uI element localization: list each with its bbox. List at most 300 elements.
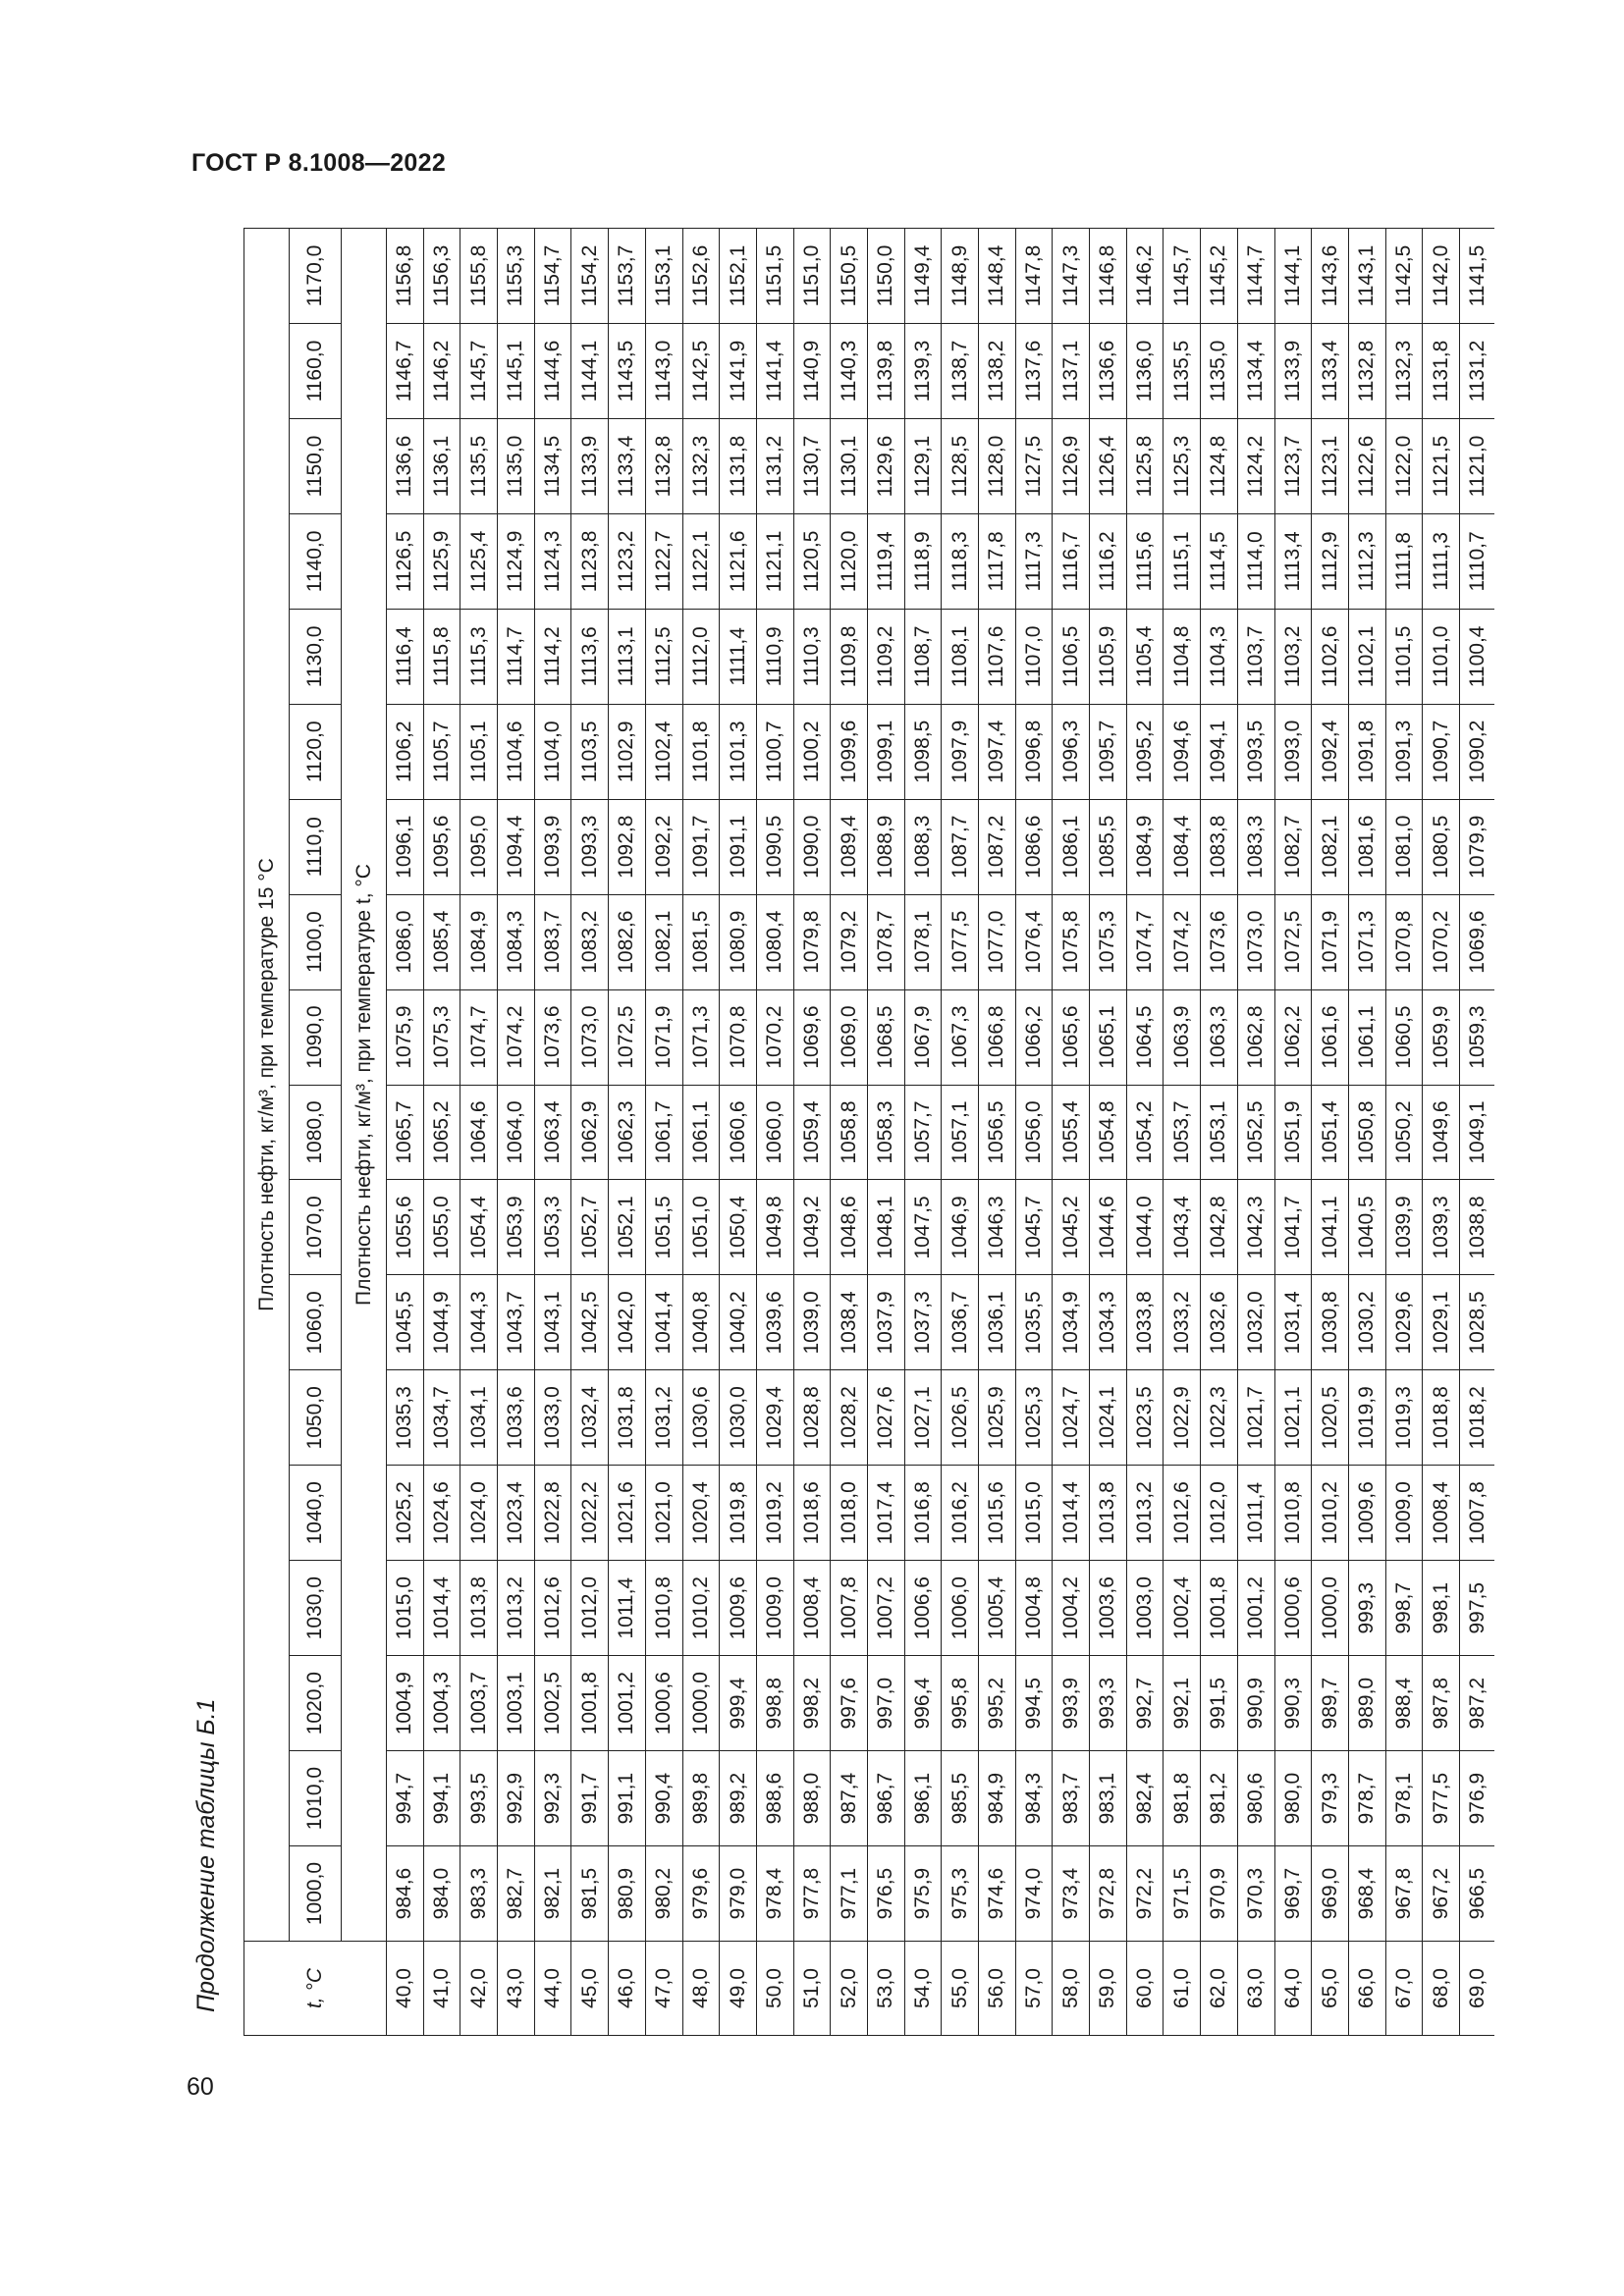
density-cell: 1087,7	[942, 799, 979, 894]
density-cell: 1009,6	[720, 1561, 757, 1656]
table-row	[831, 229, 868, 2036]
table-row	[1164, 229, 1201, 2036]
density-cell: 1004,2	[1053, 1561, 1090, 1656]
density-cell: 1084,3	[498, 894, 535, 989]
density-cell: 1102,6	[1312, 609, 1349, 704]
density-cell: 1013,8	[460, 1561, 498, 1656]
density-cell: 1131,2	[1459, 324, 1494, 419]
density-cell: 1020,5	[1312, 1370, 1349, 1466]
density-cell: 1116,2	[1090, 513, 1127, 609]
density-cell: 1048,6	[831, 1180, 868, 1275]
density-cell: 1096,1	[387, 799, 424, 894]
temperature-cell: 55,0	[942, 1942, 979, 2036]
density-cell: 1142,5	[682, 324, 720, 419]
density-cell: 984,3	[1015, 1751, 1053, 1846]
density-cell: 1134,4	[1237, 324, 1274, 419]
density-cell: 1036,1	[979, 1275, 1016, 1370]
density-cell: 1091,8	[1348, 704, 1385, 799]
density-cell: 1097,9	[942, 704, 979, 799]
density-cell: 970,3	[1237, 1846, 1274, 1942]
density-cell: 987,8	[1423, 1656, 1460, 1751]
density-cell: 1063,3	[1201, 989, 1238, 1085]
density-cell: 1101,8	[682, 704, 720, 799]
density-cell: 1063,9	[1164, 989, 1201, 1085]
temperature-cell: 57,0	[1015, 1942, 1053, 2036]
density-cell: 1039,6	[756, 1275, 793, 1370]
density-cell: 1138,2	[979, 324, 1016, 419]
density-cell: 1109,2	[867, 609, 904, 704]
table-row	[1201, 229, 1238, 2036]
density-cell: 1025,3	[1015, 1370, 1053, 1466]
density-cell: 1141,5	[1459, 229, 1494, 324]
density-cell: 1073,0	[1237, 894, 1274, 989]
density-cell: 1122,0	[1385, 419, 1423, 514]
density-cell: 1003,6	[1090, 1561, 1127, 1656]
density-cell: 1139,3	[904, 324, 942, 419]
density-cell: 1128,0	[979, 419, 1016, 514]
density-cell: 1091,7	[682, 799, 720, 894]
density-cell: 967,8	[1385, 1846, 1423, 1942]
density-cell: 1015,6	[979, 1466, 1016, 1561]
density-column-header: 1040,0	[290, 1466, 342, 1561]
density-cell: 1023,5	[1126, 1370, 1164, 1466]
density-cell: 992,3	[534, 1751, 571, 1846]
density-cell: 1145,1	[498, 324, 535, 419]
density-cell: 1115,6	[1126, 513, 1164, 609]
density-cell: 1147,3	[1053, 229, 1090, 324]
density-cell: 1031,4	[1274, 1275, 1312, 1370]
density-cell: 1052,7	[571, 1180, 609, 1275]
density-cell: 1094,4	[498, 799, 535, 894]
density-cell: 1143,0	[645, 324, 682, 419]
table-continuation-label: Продолжение таблицы Б.1	[192, 1698, 220, 2012]
table-row	[645, 229, 682, 2036]
density-cell: 1028,2	[831, 1370, 868, 1466]
density-cell: 1145,7	[460, 324, 498, 419]
table-row	[720, 229, 757, 2036]
density-cell: 1085,4	[423, 894, 460, 989]
table-row	[1459, 229, 1494, 2036]
density-cell: 1096,3	[1053, 704, 1090, 799]
density-cell: 1144,7	[1237, 229, 1274, 324]
density-cell: 989,2	[720, 1751, 757, 1846]
density-cell: 1074,7	[460, 989, 498, 1085]
density-cell: 1066,2	[1015, 989, 1053, 1085]
density-column-header: 1160,0	[290, 324, 342, 419]
density-cell: 1114,0	[1237, 513, 1274, 609]
density-cell: 1046,3	[979, 1180, 1016, 1275]
density-cell: 1108,1	[942, 609, 979, 704]
density-cell: 1087,2	[979, 799, 1016, 894]
density-cell: 1141,4	[756, 324, 793, 419]
density-cell: 1070,8	[1385, 894, 1423, 989]
density-cell: 1101,5	[1385, 609, 1423, 704]
density-cell: 1111,8	[1385, 513, 1423, 609]
density-cell: 1009,0	[1385, 1466, 1423, 1561]
density-cell: 1032,0	[1237, 1275, 1274, 1370]
density-cell: 1134,5	[534, 419, 571, 514]
density-cell: 1052,5	[1237, 1085, 1274, 1180]
density-cell: 1074,2	[1164, 894, 1201, 989]
density-table-frame	[244, 228, 1494, 2036]
density-cell: 1095,6	[423, 799, 460, 894]
density-cell: 1000,0	[682, 1656, 720, 1751]
table-row	[423, 229, 460, 2036]
density-cell: 975,3	[942, 1846, 979, 1942]
density-cell: 967,2	[1423, 1846, 1460, 1942]
density-cell: 1104,0	[534, 704, 571, 799]
density-cell: 1035,5	[1015, 1275, 1053, 1370]
density-cell: 1094,1	[1201, 704, 1238, 799]
density-cell: 1102,9	[609, 704, 646, 799]
density-cell: 1000,0	[1312, 1561, 1349, 1656]
density-cell: 1061,7	[645, 1085, 682, 1180]
density-cell: 979,0	[720, 1846, 757, 1942]
density-cell: 1150,0	[867, 229, 904, 324]
density-cell: 1081,0	[1385, 799, 1423, 894]
density-cell: 1009,6	[1348, 1466, 1385, 1561]
density-cell: 1082,6	[609, 894, 646, 989]
density-cell: 1080,9	[720, 894, 757, 989]
density-cell: 1049,1	[1459, 1085, 1494, 1180]
density-cell: 995,8	[942, 1656, 979, 1751]
temperature-cell: 52,0	[831, 1942, 868, 2036]
density-cell: 1103,7	[1237, 609, 1274, 704]
density-cell: 1000,6	[645, 1656, 682, 1751]
density-cell: 1064,6	[460, 1085, 498, 1180]
density-cell: 1103,2	[1274, 609, 1312, 704]
density-cell: 991,1	[609, 1751, 646, 1846]
density-cell: 1057,1	[942, 1085, 979, 1180]
density-cell: 1152,6	[682, 229, 720, 324]
temperature-cell: 48,0	[682, 1942, 720, 2036]
table-row	[460, 229, 498, 2036]
density-cell: 999,3	[1348, 1561, 1385, 1656]
density-cell: 986,7	[867, 1751, 904, 1846]
density-cell: 1122,6	[1348, 419, 1385, 514]
temperature-cell: 50,0	[756, 1942, 793, 2036]
density-cell: 1043,1	[534, 1275, 571, 1370]
density-cell: 1065,7	[387, 1085, 424, 1180]
density-cell: 993,3	[1090, 1656, 1127, 1751]
density-cell: 1073,0	[571, 989, 609, 1085]
density-cell: 1119,4	[867, 513, 904, 609]
density-cell: 1060,5	[1385, 989, 1423, 1085]
density-cell: 1041,4	[645, 1275, 682, 1370]
density-cell: 1070,8	[720, 989, 757, 1085]
density-cell: 1002,4	[1164, 1561, 1201, 1656]
temperature-cell: 66,0	[1348, 1942, 1385, 2036]
density-cell: 1054,2	[1126, 1085, 1164, 1180]
density-cell: 1107,0	[1015, 609, 1053, 704]
density-cell: 1071,9	[645, 989, 682, 1085]
table-row	[1015, 229, 1053, 2036]
density-cell: 994,7	[387, 1751, 424, 1846]
density-cell: 1029,1	[1423, 1275, 1460, 1370]
density-cell: 1072,5	[1274, 894, 1312, 989]
table-row	[1126, 229, 1164, 2036]
density-cell: 978,1	[1385, 1751, 1423, 1846]
density-cell: 969,7	[1274, 1846, 1312, 1942]
density-cell: 972,2	[1126, 1846, 1164, 1942]
density-cell: 1012,6	[534, 1561, 571, 1656]
density-cell: 1071,3	[682, 989, 720, 1085]
density-cell: 987,4	[831, 1751, 868, 1846]
density-cell: 1096,8	[1015, 704, 1053, 799]
density-cell: 1001,8	[1201, 1561, 1238, 1656]
density-cell: 1121,6	[720, 513, 757, 609]
density-cell: 981,8	[1164, 1751, 1201, 1846]
density-cell: 1053,7	[1164, 1085, 1201, 1180]
density-cell: 1041,1	[1312, 1180, 1349, 1275]
density-cell: 1138,7	[942, 324, 979, 419]
table-row	[756, 229, 793, 2036]
density-cell: 966,5	[1459, 1846, 1494, 1942]
density-cell: 1058,3	[867, 1085, 904, 1180]
density-cell: 1144,6	[534, 324, 571, 419]
density-cell: 1154,2	[571, 229, 609, 324]
density-cell: 1065,1	[1090, 989, 1127, 1085]
density-cell: 1073,6	[534, 989, 571, 1085]
density-cell: 1125,4	[460, 513, 498, 609]
density-cell: 1058,8	[831, 1085, 868, 1180]
temperature-cell: 56,0	[979, 1942, 1016, 2036]
density-cell: 1125,8	[1126, 419, 1164, 514]
density-cell: 1030,8	[1312, 1275, 1349, 1370]
density-cell: 978,4	[756, 1846, 793, 1942]
density-cell: 1043,4	[1164, 1180, 1201, 1275]
density-cell: 1039,0	[793, 1275, 831, 1370]
density-cell: 1010,8	[1274, 1466, 1312, 1561]
density-column-header: 1070,0	[290, 1180, 342, 1275]
density-cell: 1014,4	[1053, 1466, 1090, 1561]
density-cell: 1039,3	[1423, 1180, 1460, 1275]
density-cell: 1153,7	[609, 229, 646, 324]
density-cell: 1145,7	[1164, 229, 1201, 324]
density-cell: 1001,2	[609, 1656, 646, 1751]
temperature-cell: 43,0	[498, 1942, 535, 2036]
density-cell: 1125,9	[423, 513, 460, 609]
density-column-header: 1110,0	[290, 799, 342, 894]
density-cell: 1003,1	[498, 1656, 535, 1751]
density-cell: 973,4	[1053, 1846, 1090, 1942]
density-cell: 1029,6	[1385, 1275, 1423, 1370]
table-row	[1090, 229, 1127, 2036]
density-cell: 1019,3	[1385, 1370, 1423, 1466]
density-cell: 1093,0	[1274, 704, 1312, 799]
density-cell: 1024,7	[1053, 1370, 1090, 1466]
density-cell: 1090,7	[1423, 704, 1460, 799]
density-cell: 978,7	[1348, 1751, 1385, 1846]
density-cell: 1028,5	[1459, 1275, 1494, 1370]
density-cell: 1086,1	[1053, 799, 1090, 894]
density-cell: 1099,1	[867, 704, 904, 799]
density-cell: 1144,1	[1274, 229, 1312, 324]
density-cell: 1012,0	[1201, 1466, 1238, 1561]
density-cell: 994,5	[1015, 1656, 1053, 1751]
temperature-cell: 62,0	[1201, 1942, 1238, 2036]
density-cell: 976,9	[1459, 1751, 1494, 1846]
density-column-header: 1130,0	[290, 609, 342, 704]
density-cell: 1109,8	[831, 609, 868, 704]
density-cell: 1004,8	[1015, 1561, 1053, 1656]
density-cell: 1061,1	[682, 1085, 720, 1180]
density-cell: 1049,8	[756, 1180, 793, 1275]
density-cell: 1097,4	[979, 704, 1016, 799]
density-cell: 1053,9	[498, 1180, 535, 1275]
density-cell: 1006,6	[904, 1561, 942, 1656]
density-cell: 993,9	[1053, 1656, 1090, 1751]
density-cell: 1053,1	[1201, 1085, 1238, 1180]
density-cell: 1086,0	[387, 894, 424, 989]
density-cell: 982,1	[534, 1846, 571, 1942]
density-cell: 1121,0	[1459, 419, 1494, 514]
density-cell: 1115,1	[1164, 513, 1201, 609]
density-cell: 970,9	[1201, 1846, 1238, 1942]
density-cell: 1065,6	[1053, 989, 1090, 1085]
density-cell: 1135,5	[460, 419, 498, 514]
density-cell: 1069,6	[1459, 894, 1494, 989]
density-cell: 1027,6	[867, 1370, 904, 1466]
density-cell: 1076,4	[1015, 894, 1053, 989]
density-cell: 974,0	[1015, 1846, 1053, 1942]
density-cell: 1123,7	[1274, 419, 1312, 514]
density-cell: 1105,9	[1090, 609, 1127, 704]
temperature-cell: 67,0	[1385, 1942, 1423, 2036]
density-cell: 968,4	[1348, 1846, 1385, 1942]
density-cell: 1068,5	[867, 989, 904, 1085]
density-cell: 1077,5	[942, 894, 979, 989]
density-cell: 1125,3	[1164, 419, 1201, 514]
density-cell: 1089,4	[831, 799, 868, 894]
table-row	[979, 229, 1016, 2036]
density-cell: 1029,4	[756, 1370, 793, 1466]
temperature-cell: 68,0	[1423, 1942, 1460, 2036]
density-column-header: 1090,0	[290, 989, 342, 1085]
density-cell: 1042,5	[571, 1275, 609, 1370]
density-cell: 1070,2	[1423, 894, 1460, 989]
density-cell: 1011,4	[609, 1561, 646, 1656]
density-cell: 1003,0	[1126, 1561, 1164, 1656]
density-cell: 1122,7	[645, 513, 682, 609]
density-cell: 1106,5	[1053, 609, 1090, 704]
density-cell: 1031,8	[609, 1370, 646, 1466]
density-cell: 1018,2	[1459, 1370, 1494, 1466]
density-cell: 1080,5	[1423, 799, 1460, 894]
density-cell: 1004,3	[423, 1656, 460, 1751]
density-cell: 1014,4	[423, 1561, 460, 1656]
density-cell: 1084,9	[460, 894, 498, 989]
density-cell: 1055,6	[387, 1180, 424, 1275]
density-cell: 998,7	[1385, 1561, 1423, 1656]
density-cell: 1117,3	[1015, 513, 1053, 609]
density-cell: 980,0	[1274, 1751, 1312, 1846]
density-cell: 1105,4	[1126, 609, 1164, 704]
density-cell: 1044,9	[423, 1275, 460, 1370]
table-row	[1312, 229, 1349, 2036]
density-cell: 1124,3	[534, 513, 571, 609]
density-cell: 1036,7	[942, 1275, 979, 1370]
density-cell: 1154,7	[534, 229, 571, 324]
density-cell: 974,6	[979, 1846, 1016, 1942]
density-cell: 1100,7	[756, 704, 793, 799]
density-cell: 1066,8	[979, 989, 1016, 1085]
density-cell: 1045,2	[1053, 1180, 1090, 1275]
density-cell: 1053,3	[534, 1180, 571, 1275]
temperature-cell: 59,0	[1090, 1942, 1127, 2036]
density-cell: 1112,0	[682, 609, 720, 704]
density-cell: 1017,4	[867, 1466, 904, 1561]
density-cell: 1059,9	[1423, 989, 1460, 1085]
density-cell: 1022,9	[1164, 1370, 1201, 1466]
density-cell: 1067,9	[904, 989, 942, 1085]
density-cell: 1143,6	[1312, 229, 1349, 324]
density-cell: 1100,4	[1459, 609, 1494, 704]
density-cell: 1151,5	[756, 229, 793, 324]
page-number: 60	[187, 2073, 214, 2101]
density-cell: 1098,5	[904, 704, 942, 799]
density-cell: 980,2	[645, 1846, 682, 1942]
density-cell: 1150,5	[831, 229, 868, 324]
density-cell: 1103,5	[571, 704, 609, 799]
density-cell: 976,5	[867, 1846, 904, 1942]
density-cell: 1042,3	[1237, 1180, 1274, 1275]
density-cell: 987,2	[1459, 1656, 1494, 1751]
density-cell: 997,5	[1459, 1561, 1494, 1656]
density-cell: 1024,6	[423, 1466, 460, 1561]
density-cell: 1107,6	[979, 609, 1016, 704]
density-cell: 1035,3	[387, 1370, 424, 1466]
density-cell: 1133,9	[571, 419, 609, 514]
density-cell: 1151,0	[793, 229, 831, 324]
density-cell: 1010,2	[1312, 1466, 1349, 1561]
density-cell: 991,7	[571, 1751, 609, 1846]
density-cell: 985,5	[942, 1751, 979, 1846]
density-column-header: 1060,0	[290, 1275, 342, 1370]
temperature-cell: 51,0	[793, 1942, 831, 2036]
density-cell: 1074,7	[1126, 894, 1164, 989]
temperature-cell: 64,0	[1274, 1942, 1312, 2036]
density-cell: 1132,3	[682, 419, 720, 514]
density-cell: 1132,8	[645, 419, 682, 514]
density-cell: 1072,5	[609, 989, 646, 1085]
density-cell: 1054,4	[460, 1180, 498, 1275]
density-cell: 1106,2	[387, 704, 424, 799]
density-cell: 1101,0	[1423, 609, 1460, 704]
density-cell: 1088,3	[904, 799, 942, 894]
density-cell: 1112,3	[1348, 513, 1385, 609]
density-cell: 1059,4	[793, 1085, 831, 1180]
density-cell: 989,7	[1312, 1656, 1349, 1751]
density-cell: 1114,5	[1201, 513, 1238, 609]
density-cell: 1019,9	[1348, 1370, 1385, 1466]
density-cell: 1135,5	[1164, 324, 1201, 419]
density-cell: 981,2	[1201, 1751, 1238, 1846]
temperature-cell: 47,0	[645, 1942, 682, 2036]
density-cell: 1049,2	[793, 1180, 831, 1275]
density-cell: 1024,0	[460, 1466, 498, 1561]
density-cell: 1112,5	[645, 609, 682, 704]
density-cell: 1051,9	[1274, 1085, 1312, 1180]
density-cell: 1046,9	[942, 1180, 979, 1275]
density-cell: 1140,3	[831, 324, 868, 419]
density-cell: 1034,1	[460, 1370, 498, 1466]
temperature-cell: 63,0	[1237, 1942, 1274, 2036]
density-cell: 1105,1	[460, 704, 498, 799]
density-cell: 984,0	[423, 1846, 460, 1942]
density-cell: 1022,8	[534, 1466, 571, 1561]
density-cell: 1124,8	[1201, 419, 1238, 514]
